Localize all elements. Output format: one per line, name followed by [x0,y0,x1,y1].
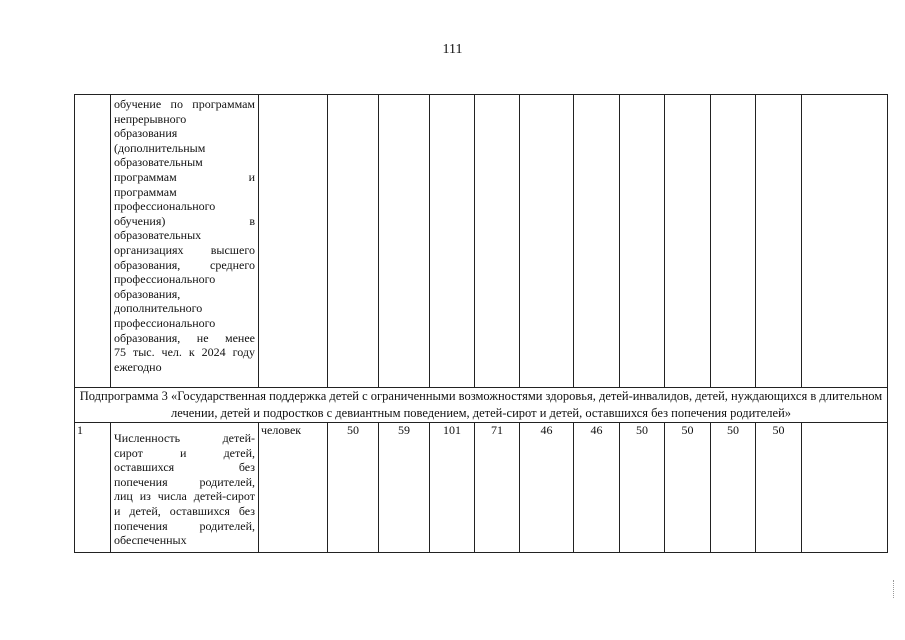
cell-value: 59 [379,423,430,553]
description-line: образования [114,126,178,141]
cell-value [520,95,574,388]
description-line: лиц из числа детей-сирот [114,489,255,504]
scan-edge-mark [893,580,898,598]
cell-value: 50 [756,423,802,553]
cell-value: 50 [711,423,756,553]
cell-value [802,423,888,553]
description-line: обучение по программам [114,97,255,111]
description-line: образования, среднего [114,257,255,272]
description-line: сирот и детей, [114,445,255,460]
cell-value: 50 [665,423,711,553]
cell-value [620,95,665,388]
subprogram-title: Подпрограмма 3 «Государственная поддержка детей с ограниченными возможностями здоровья, детей-инвалидов, детей, нуждающихся в длительном лечении, детей и подростков с девиантным поведением, детей-сирот и детей, оставшихся без попечения родителей» [75,388,888,423]
description-line: обеспеченных [114,533,187,548]
description-line: образовательным [114,155,203,170]
cell-value [665,95,711,388]
cell-value: 46 [574,423,620,553]
description-line: оставшихся без [114,460,255,475]
description-line: попечения родителей, [114,518,255,533]
cell-description [111,423,259,553]
description-line: профессионального [114,272,216,287]
cell-unit [259,95,328,388]
description-line: дополнительного [114,301,203,316]
cell-value [475,95,520,388]
description-line: профессионального [114,315,216,330]
description-line: ежегодно [114,359,162,374]
subprogram-row [75,388,888,423]
cell-description [111,95,259,388]
cell-unit: человек [259,423,328,553]
cell-index: 1 [75,423,111,553]
table-row-1 [75,423,888,553]
description-line: 75 тыс. чел. к 2024 году [114,345,255,360]
description-line: программам [114,184,177,199]
cell-value: 71 [475,423,520,553]
description-line: организациях высшего [114,242,255,257]
cell-value: 50 [620,423,665,553]
cell-value [711,95,756,388]
description-line: (дополнительным [114,140,206,155]
cell-value [379,95,430,388]
cell-value: 50 [328,423,379,553]
cell-index [75,95,111,388]
description-text [114,431,255,548]
description-text [114,97,255,374]
description-line: попечения родителей, [114,474,255,489]
cell-value [430,95,475,388]
cell-value [574,95,620,388]
description-line: обучения) в [114,213,255,228]
cell-value [756,95,802,388]
description-line: образования, не менее [114,330,255,345]
cell-value [328,95,379,388]
indicators-table [74,94,888,553]
description-line: образования, [114,286,181,301]
description-line: непрерывного [114,111,187,126]
cell-value [802,95,888,388]
description-line: Численность детей- [114,431,255,445]
description-line: и детей, оставшихся без [114,503,255,518]
page-number: 111 [442,42,463,57]
description-line: профессионального [114,199,216,214]
cell-value: 46 [520,423,574,553]
description-line: образовательных [114,228,202,243]
table-row-previous [75,95,888,388]
cell-value: 101 [430,423,475,553]
description-line: программам и [114,169,255,184]
